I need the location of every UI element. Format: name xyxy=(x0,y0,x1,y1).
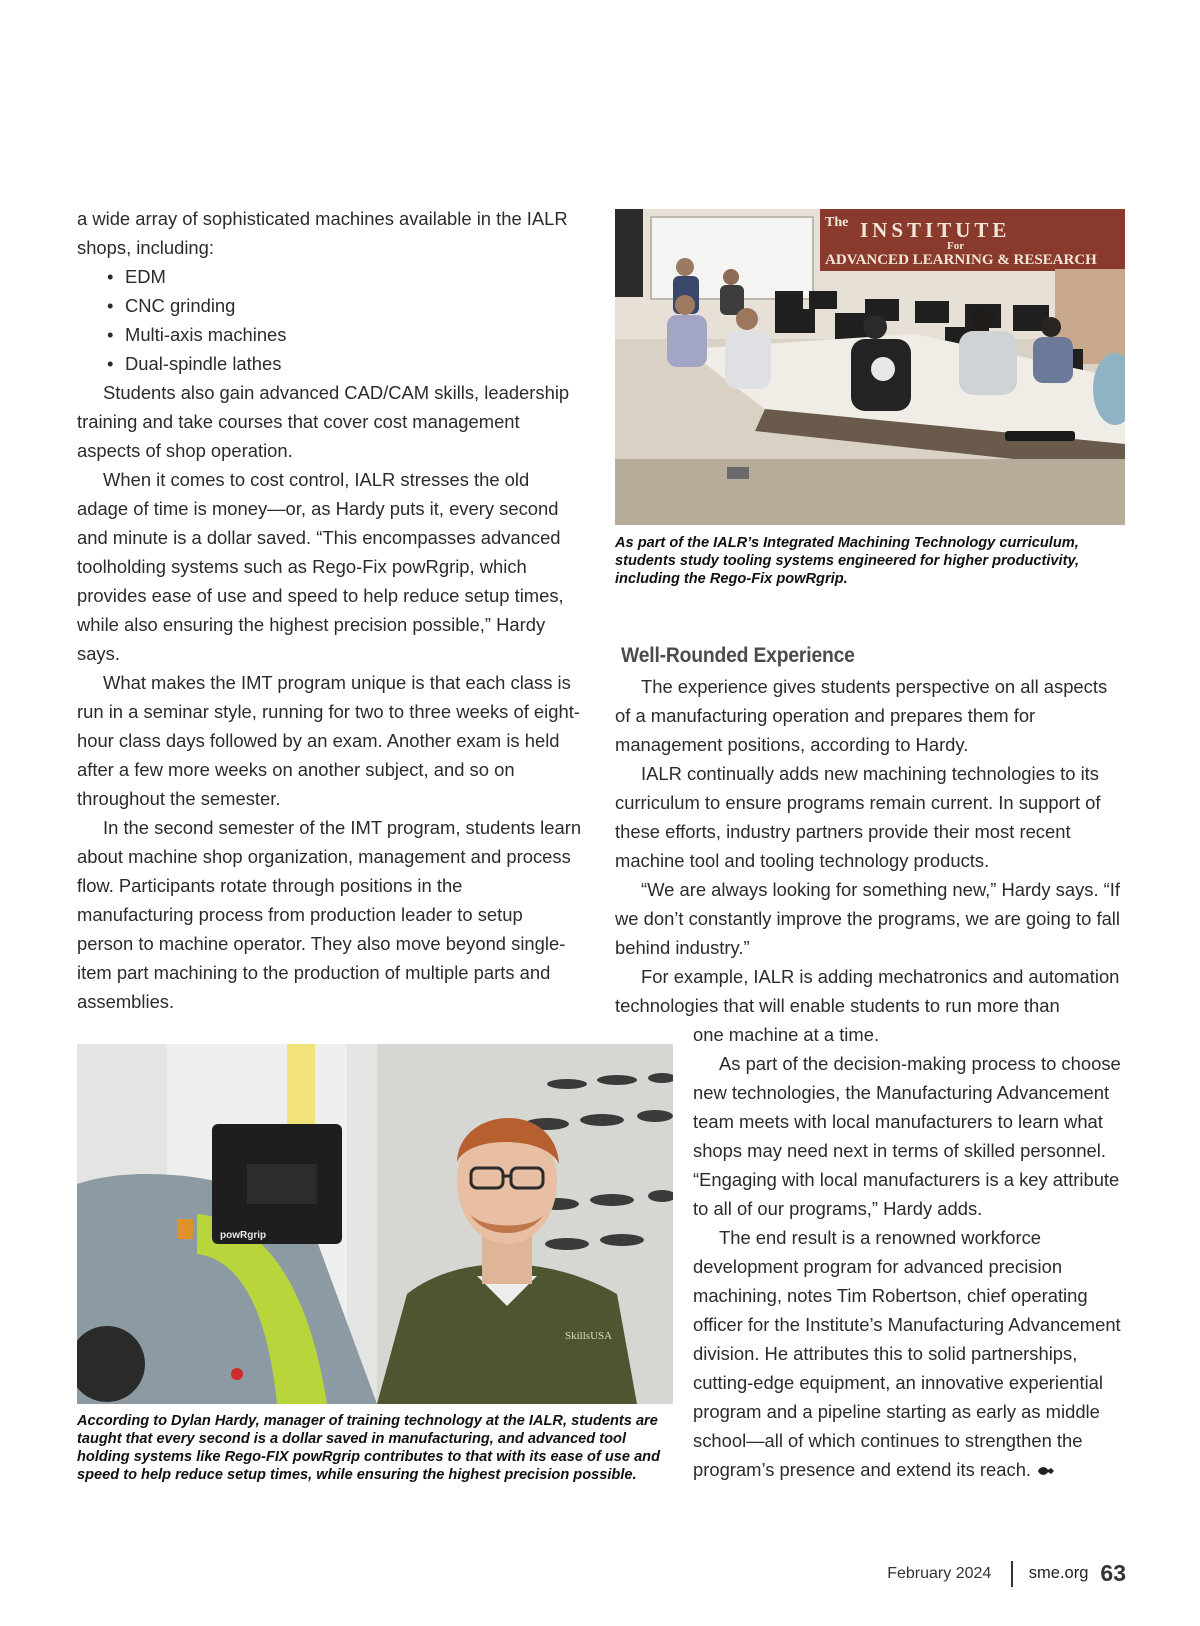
right-column xyxy=(615,641,1125,1484)
body-paragraph: IALR continually adds new machining technologies to its curriculum to ensure programs remain current. In support of these efforts, industry partners provide their most recent machine tool and tooling technology products. xyxy=(615,763,1101,871)
portrait-caption: According to Dylan Hardy, manager of training technology at the IALR, students are taught that every second is a dollar saved in manufacturing, and advanced tool holding systems like Rego-FIX powRgrip contributes to that with its ease of use and speed to help reduce setup times, while ensuring the highest precision possible. xyxy=(77,1413,661,1483)
closing-paragraph-text: The end result is a renowned workforce development program for advanced precision machining, notes Tim Robertson, chief operating officer for the Institute’s Manufacturing Advancement division. He attributes this to solid partnerships, cutting-edge equipment, an innovative experiential program and a pipeline starting as early as middle school—all of which continues to strengthen the program’s presence and extend its reach. xyxy=(693,1227,1121,1480)
issue-date: February 2024 xyxy=(887,1564,992,1582)
page-number: 63 xyxy=(1100,1560,1126,1586)
body-paragraph: As part of the decision-making process to choose new technologies, the Manufacturing Advancement team meets with local manufacturers to learn what shops may need next in terms of skilled personnel. “Engaging with local manufacturers is a key attribute to all of our programs,” Hardy adds. xyxy=(693,1053,1121,1219)
machine-list xyxy=(77,262,582,378)
body-paragraph xyxy=(693,1223,1125,1484)
intro-paragraph: a wide array of sophisticated machines available in the IALR shops, including: xyxy=(77,208,568,258)
body-paragraph: What makes the IMT program unique is that each class is run in a seminar style, running for two to three weeks of eight-hour class days followed by an exam. Another exam is held after a few more weeks on another subject, and so on throughout the semester. xyxy=(77,672,580,809)
svg-text:powRgrip: powRgrip xyxy=(220,1230,267,1241)
body-paragraph: Students also gain advanced CAD/CAM skills, leadership training and take courses that cover cost management aspects of shop operation. xyxy=(77,382,570,461)
svg-text:ADVANCED LEARNING & RESEARCH: ADVANCED LEARNING & RESEARCH xyxy=(825,252,1097,268)
classroom-illustration xyxy=(615,209,1125,525)
classroom-caption: As part of the IALR’s Integrated Machining Technology curriculum, students study tooling systems engineered for higher productivity, including the Rego-Fix powRgrip. xyxy=(615,535,1080,587)
site-url: sme.org xyxy=(1028,1564,1089,1582)
svg-text:SkillsUSA: SkillsUSA xyxy=(565,1330,613,1342)
portrait-illustration xyxy=(77,1044,673,1404)
body-paragraph: For example, IALR is adding mechatronics and automation technologies that will enable students to run more than xyxy=(615,966,1120,1016)
svg-text:For: For xyxy=(947,240,965,252)
classroom-photo xyxy=(615,209,1125,525)
list-item: • CNC grinding xyxy=(107,291,582,320)
left-column xyxy=(77,204,582,1016)
body-paragraph: The experience gives students perspective on all aspects of a manufacturing operation and prepares them for management positions, according to Hardy. xyxy=(615,676,1108,755)
page-footer xyxy=(887,1560,1126,1587)
list-item: • EDM xyxy=(107,262,582,291)
body-paragraph: In the second semester of the IMT program, students learn about machine shop organization, management and process flow. Participants rotate through positions in the manufacturing process from production leader to setup person to machine operator. They also move beyond single-item part machining to the production of multiple parts and assemblies. xyxy=(77,817,582,1012)
list-item: • Multi-axis machines xyxy=(107,320,582,349)
body-paragraph: “We are always looking for something new,” Hardy says. “If we don’t constantly improve the programs, we are going to fall behind industry.” xyxy=(615,879,1121,958)
svg-text:The: The xyxy=(825,215,849,230)
portrait-photo xyxy=(77,1044,673,1404)
footer-divider xyxy=(1011,1561,1013,1587)
end-of-article-icon xyxy=(1036,1465,1056,1477)
list-item: • Dual-spindle lathes xyxy=(107,349,582,378)
section-heading: Well-Rounded Experience xyxy=(621,644,855,667)
body-paragraph: When it comes to cost control, IALR stresses the old adage of time is money—or, as Hardy puts it, every second and minute is a dollar saved. “This encompasses advanced toolholding systems such as Rego-Fix powRgrip, which provides ease of use and speed to help reduce setup times, while also ensuring the highest precision possible,” Hardy says. xyxy=(77,469,564,664)
svg-text:INSTITUTE: INSTITUTE xyxy=(860,218,1011,242)
body-paragraph-continued: one machine at a time. xyxy=(693,1024,880,1045)
